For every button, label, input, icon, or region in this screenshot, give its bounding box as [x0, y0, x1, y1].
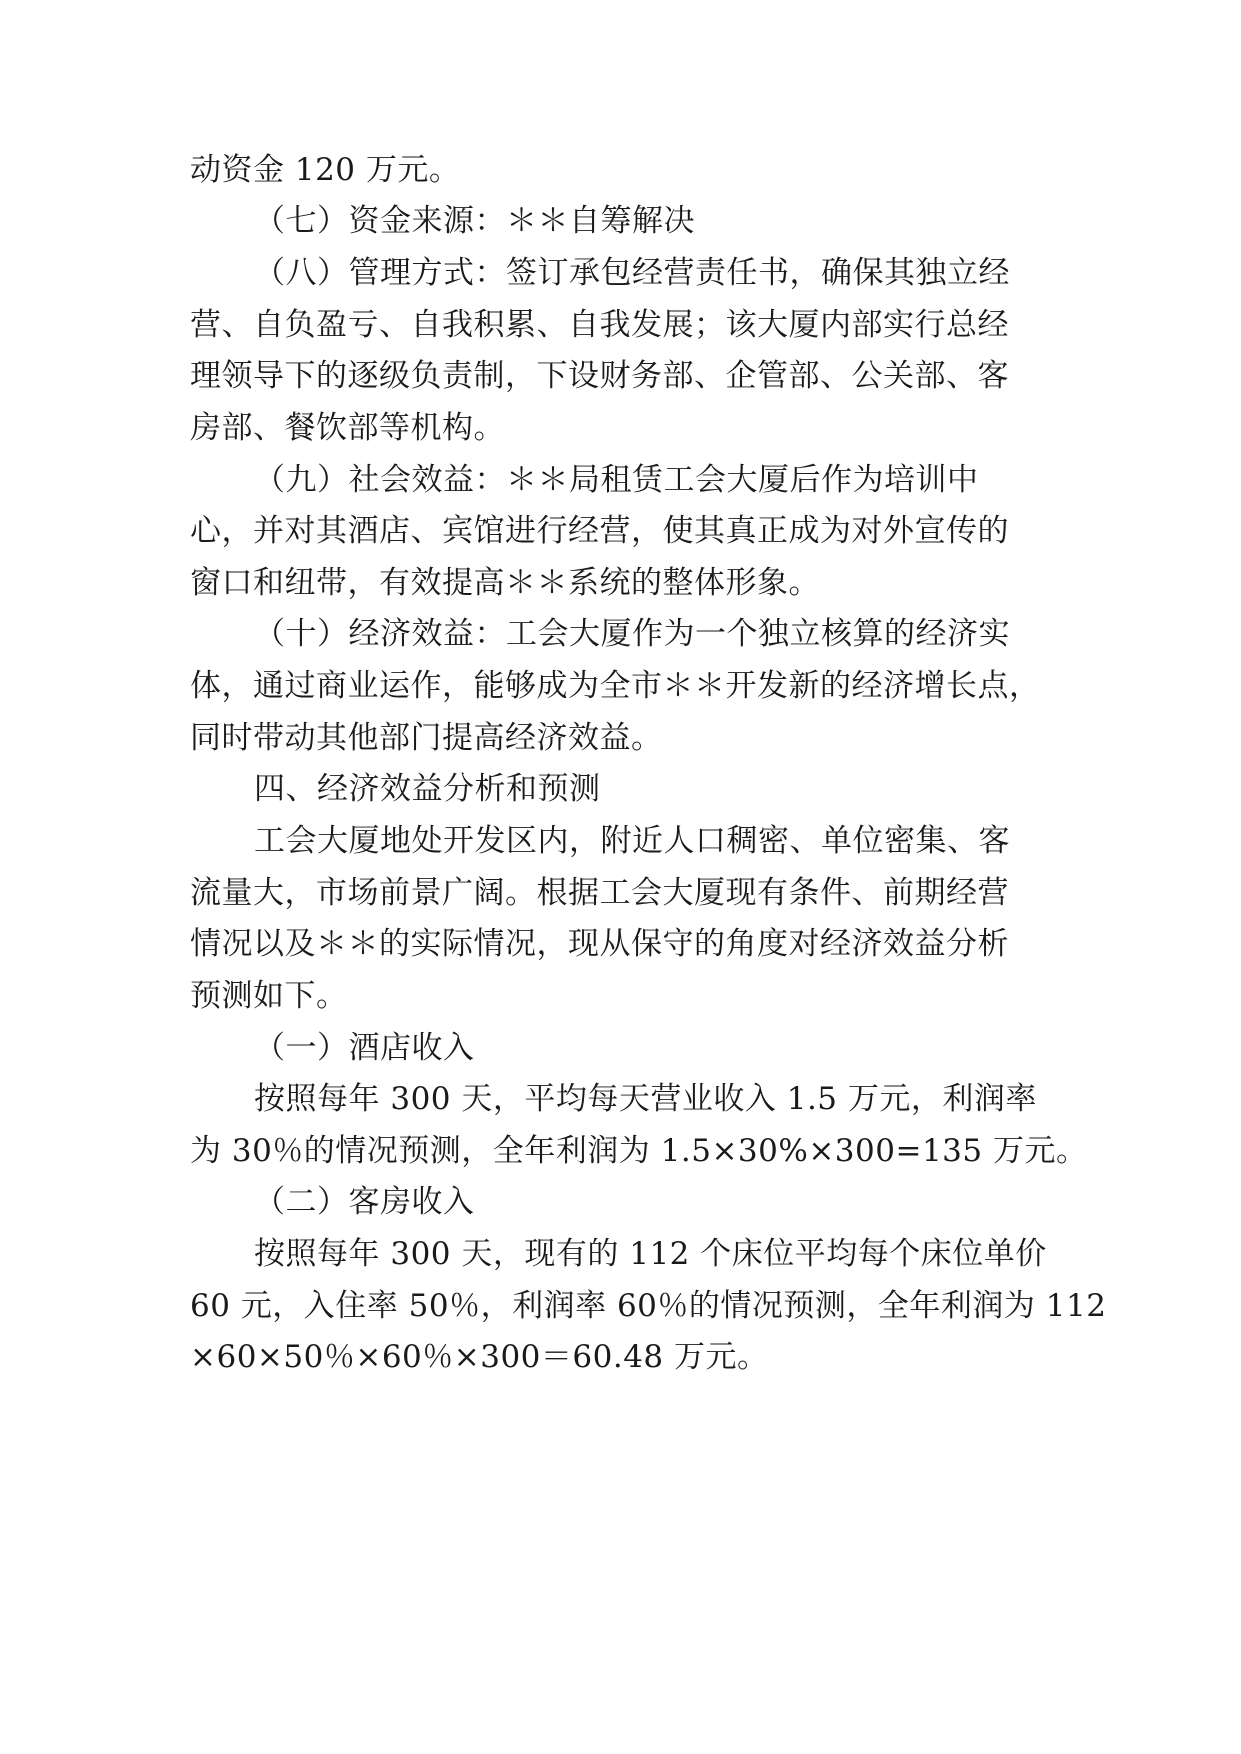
text-line-20: 为 30％的情况预测，全年利润为 1.5×30%×300=135 万元。	[190, 1133, 1088, 1169]
text-line-5: 理领导下的逐级负责制，下设财务部、企管部、公关部、客	[190, 358, 1009, 394]
text-line-4: 营、自负盈亏、自我积累、自我发展；该大厦内部实行总经	[190, 307, 1009, 343]
section-heading: 四、经济效益分析和预测	[254, 771, 601, 807]
text-line-19: 按照每年 300 天，平均每天营业收入 1.5 万元，利润率	[254, 1081, 1037, 1117]
text-line-11: 体，通过商业运作，能够成为全市＊＊开发新的经济增长点，	[190, 668, 1041, 704]
subheading-hotel-income: （一）酒店收入	[254, 1030, 475, 1066]
subheading-room-income: （二）客房收入	[254, 1184, 475, 1220]
text-line-17: 预测如下。	[190, 978, 348, 1014]
text-line-7: （九）社会效益：＊＊局租赁工会大厦后作为培训中	[254, 462, 979, 498]
text-line-10: （十）经济效益：工会大厦作为一个独立核算的经济实	[254, 616, 1010, 652]
text-line-15: 流量大，市场前景广阔。根据工会大厦现有条件、前期经营	[190, 875, 1009, 911]
text-line-16: 情况以及＊＊的实际情况，现从保守的角度对经济效益分析	[190, 926, 1009, 962]
text-line-24: ×60×50％×60％×300＝60.48 万元。	[190, 1339, 769, 1375]
text-line-2: （七）资金来源：＊＊自筹解决	[254, 203, 695, 239]
text-line-1: 动资金 120 万元。	[190, 152, 461, 188]
text-line-8: 心，并对其酒店、宾馆进行经营，使其真正成为对外宣传的	[190, 513, 1009, 549]
text-line-22: 按照每年 300 天，现有的 112 个床位平均每个床位单价	[254, 1236, 1047, 1272]
text-line-9: 窗口和纽带，有效提高＊＊系统的整体形象。	[190, 565, 820, 601]
text-line-23: 60 元，入住率 50％，利润率 60％的情况预测，全年利润为 112	[190, 1288, 1107, 1324]
text-line-3: （八）管理方式：签订承包经营责任书，确保其独立经	[254, 255, 1010, 291]
text-line-6: 房部、餐饮部等机构。	[190, 410, 505, 446]
text-line-14: 工会大厦地处开发区内，附近人口稠密、单位密集、客	[254, 823, 1010, 859]
text-line-12: 同时带动其他部门提高经济效益。	[190, 720, 663, 756]
